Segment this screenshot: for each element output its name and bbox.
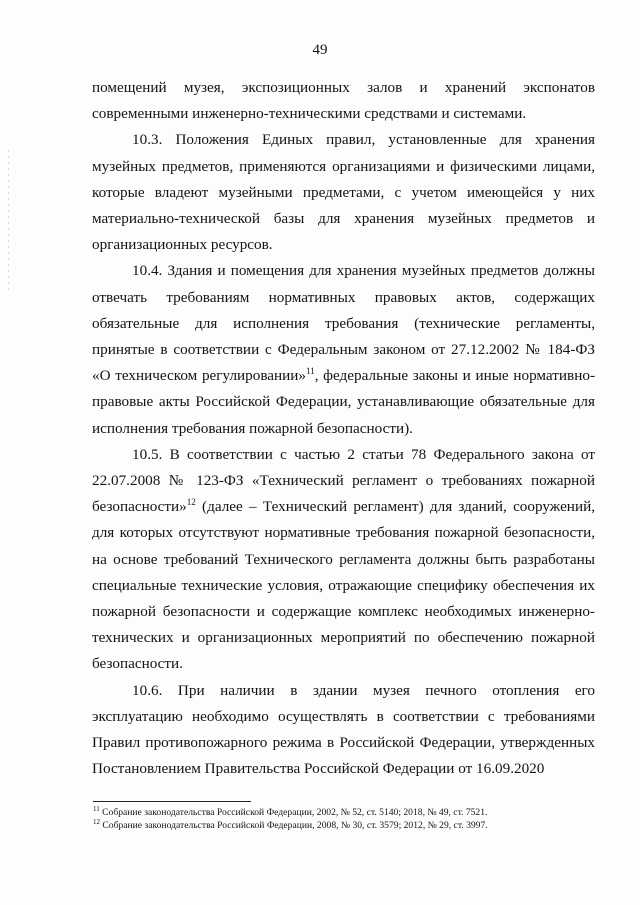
footnote-12 <box>93 819 613 832</box>
paragraph-10-5 <box>92 442 595 678</box>
paragraph-10-3: 10.3. Положения Единых правил, установленные для хранения музейных предметов, применяются организациями и физическими лицами, которые владеют музейными предметами, с учетом имеющейся у них материально-технической базы для хранения музейных предметов и организационных ресурсов. <box>92 131 595 254</box>
footnote-12-text: Собрание законодательства Российской Федерации, 2008, № 30, ст. 3579; 2012, № 29, ст. 3997. <box>100 820 488 831</box>
paragraph-continuation: помещений музея, экспозиционных залов и хранений экспонатов современными инженерно-техническими средствами и системами. <box>92 79 595 123</box>
footnote-11-mark: 11 <box>93 804 100 813</box>
document-body <box>92 75 595 782</box>
paragraph-10-4 <box>92 258 595 441</box>
paragraph-10-5-text-a: 10.5. В соответствии с частью 2 статьи 78 Федерального закона от 22.07.2008 № 123-ФЗ «Технический регламент о требованиях пожарной безопасности» <box>92 445 595 516</box>
footnotes <box>93 806 613 832</box>
footnote-11 <box>93 806 613 819</box>
paragraph-10-5-text-b: (далее – Технический регламент) для зданий, сооружений, для которых отсутствуют нормативные требования пожарной безопасности, на основе требований Технического регламента должны быть разработаны специальные технические условия, отражающие специфику обеспечения их пожарной безопасности и содержащие комплекс необходимых инженерно-технических и организационных мероприятий по обеспечению пожарной безопасности. <box>92 498 595 673</box>
paragraph-10-4-text-b: , федеральные законы и иные нормативно-правовые акты Российской Федерации, устанавливающие обязательные для исполнения требования пожарной безопасности). <box>92 367 595 437</box>
footnote-ref-11: 11 <box>306 366 315 377</box>
scan-edge-artifact <box>8 150 9 290</box>
footnote-separator <box>93 801 251 802</box>
footnote-12-mark: 12 <box>93 817 100 826</box>
paragraph-10-6: 10.6. При наличии в здании музея печного отопления его эксплуатацию необходимо осуществлять в соответствии с требованиями Правил противопожарного режима в Российской Федерации, утвержденных Постановлением Правительства Российской Федерации от 16.09.2020 <box>92 681 595 778</box>
paragraph-10-4-text-a: 10.4. Здания и помещения для хранения музейных предметов должны отвечать требованиям нормативных правовых актов, содержащих обязательные для исполнения требования (технические регламенты, принятые в соответствии с Федеральным законом от 27.12.2002 № 184-ФЗ «О техническом регулировании» <box>92 262 595 385</box>
page-number: 49 <box>312 42 328 58</box>
footnote-11-text: Собрание законодательства Российской Федерации, 2002, № 52, ст. 5140; 2018, № 49, ст. 7521. <box>99 807 488 818</box>
footnote-ref-12: 12 <box>186 497 196 508</box>
